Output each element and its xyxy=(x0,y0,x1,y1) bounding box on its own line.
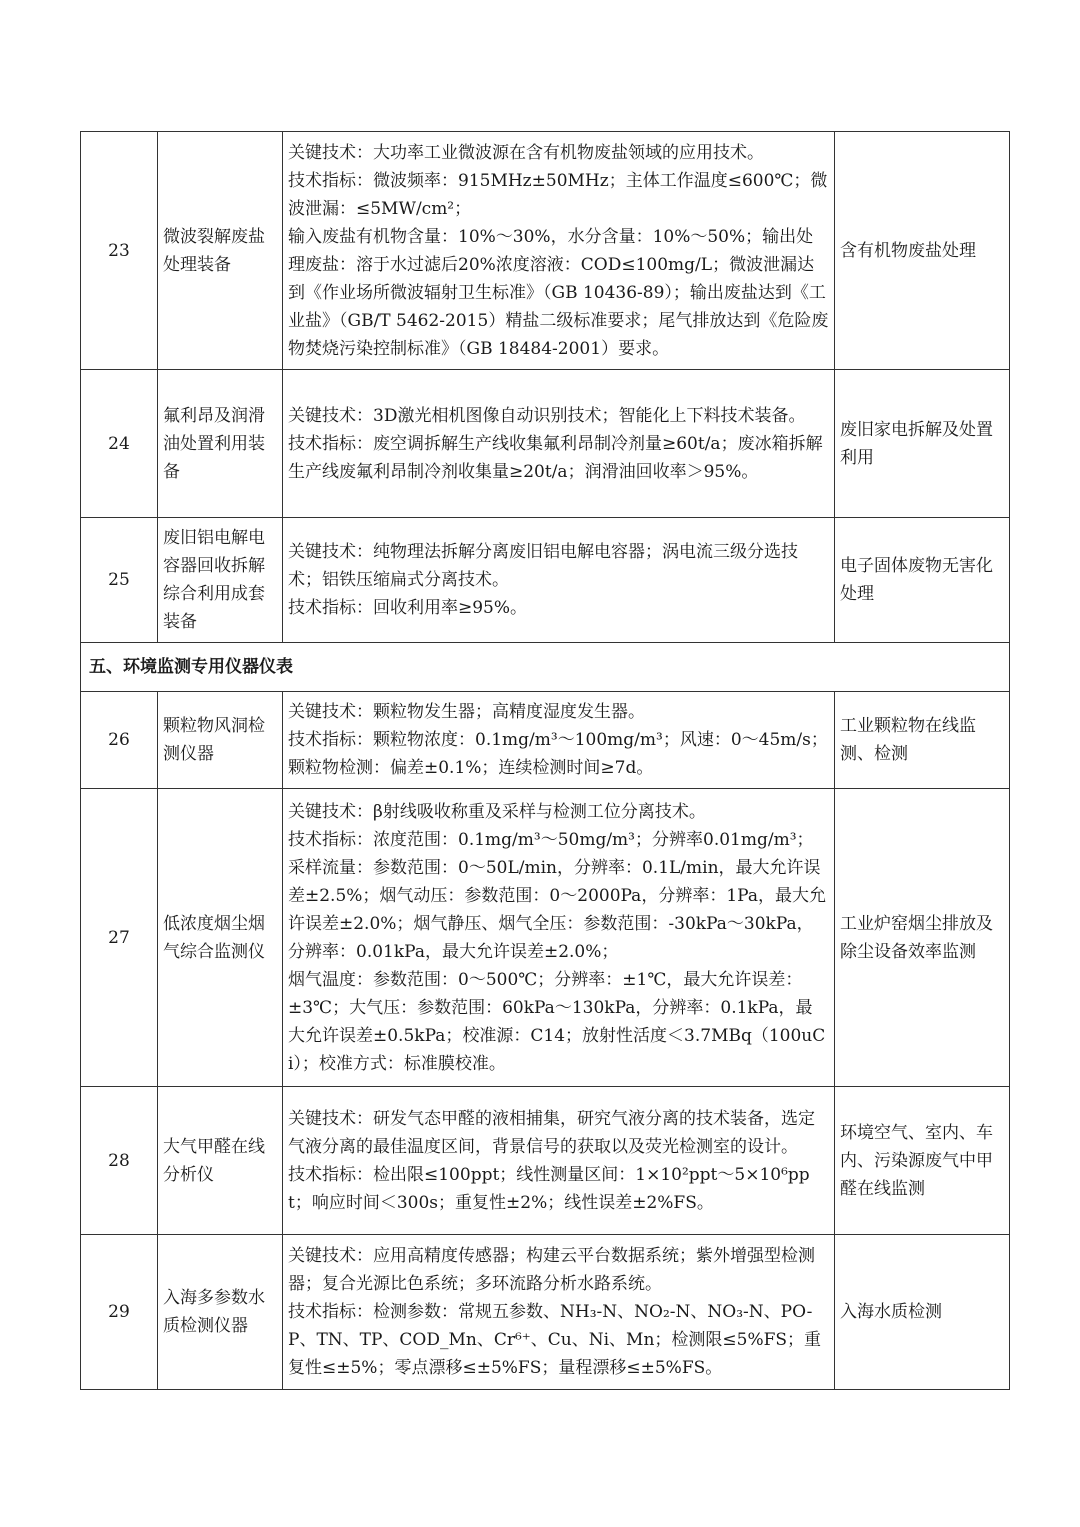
technical-spec xyxy=(283,518,835,643)
equipment-name: 颗粒物风洞检测仪器 xyxy=(158,692,283,789)
spec-line: 技术指标：浓度范围：0.1mg/m³～50mg/m³；分辨率0.01mg/m³；采样流量：参数范围：0～50L/min，分辨率：0.1L/min，最大允许误差±2.5%；烟气动压：参数范围：0～2000Pa，分辨率：1Pa，最大允许误差±2.0%；烟气静压、烟气全压：参数范围：-30kPa～30kPa，分辨率：0.01kPa，最大允许误差±2.0%； xyxy=(288,829,826,962)
equipment-name: 废旧铝电解电容器回收拆解综合利用成套装备 xyxy=(158,518,283,643)
spec-line: 烟气温度：参数范围：0～500℃；分辨率：±1℃，最大允许误差：±3℃；大气压：参数范围：60kPa～130kPa，分辨率：0.1kPa，最大允许误差±0.5kPa；校准源：C14；放射性活度＜3.7MBq（100uCi）；校准方式：标准膜校准。 xyxy=(288,969,826,1074)
equipment-name: 入海多参数水质检测仪器 xyxy=(158,1235,283,1390)
equipment-name: 低浓度烟尘烟气综合监测仪 xyxy=(158,789,283,1087)
row-number: 24 xyxy=(81,370,158,518)
spec-line: 关键技术：3D激光相机图像自动识别技术；智能化上下料技术装备。 xyxy=(288,405,806,426)
spec-line: 技术指标：废空调拆解生产线收集氟利昂制冷剂量≥60t/a；废冰箱拆解生产线废氟利昂制冷剂收集量≥20t/a；润滑油回收率＞95%。 xyxy=(288,433,823,482)
table-row xyxy=(81,1087,1010,1235)
table-row xyxy=(81,692,1010,789)
table-body-top xyxy=(81,132,1010,643)
spec-line: 关键技术：应用高精度传感器；构建云平台数据系统；紫外增强型检测器；复合光源比色系统；多环流路分析水路系统。 xyxy=(288,1246,815,1294)
technical-spec xyxy=(283,1087,835,1235)
section-title: 五、环境监测专用仪器仪表 xyxy=(81,643,1010,692)
technical-spec xyxy=(283,789,835,1087)
table-body-bottom xyxy=(81,692,1010,1390)
spec-line: 关键技术：β射线吸收称重及采样与检测工位分离技术。 xyxy=(288,801,706,822)
technical-spec xyxy=(283,692,835,789)
row-number: 23 xyxy=(81,132,158,370)
equipment-name: 大气甲醛在线分析仪 xyxy=(158,1087,283,1235)
technical-spec xyxy=(283,1235,835,1390)
equipment-name: 氟利昂及润滑油处置利用装备 xyxy=(158,370,283,518)
equipment-name: 微波裂解废盐处理装备 xyxy=(158,132,283,370)
application-field: 环境空气、室内、车内、污染源废气中甲醛在线监测 xyxy=(835,1087,1010,1235)
table-row xyxy=(81,1235,1010,1390)
application-field: 电子固体废物无害化处理 xyxy=(835,518,1010,643)
spec-line: 技术指标：颗粒物浓度：0.1mg/m³～100mg/m³；风速：0～45m/s；颗粒物检测：偏差±0.1%；连续检测时间≥7d。 xyxy=(288,730,828,778)
spec-line: 关键技术：大功率工业微波源在含有机物废盐领域的应用技术。 xyxy=(288,142,764,163)
row-number: 28 xyxy=(81,1087,158,1235)
application-field: 入海水质检测 xyxy=(835,1235,1010,1390)
row-number: 26 xyxy=(81,692,158,789)
spec-line: 技术指标：微波频率：915MHz±50MHz；主体工作温度≤600℃；微波泄漏：≤5MW/cm²； xyxy=(288,170,828,219)
row-number: 29 xyxy=(81,1235,158,1390)
row-number: 25 xyxy=(81,518,158,643)
table-row xyxy=(81,789,1010,1087)
spec-line: 输入废盐有机物含量：10%～30%，水分含量：10%～50%；输出处理废盐：溶于水过滤后20%浓度溶液：COD≤100mg/L；微波泄漏达到《作业场所微波辐射卫生标准》（GB 10436-89）；输出废盐达到《工业盐》（GB/T 5462-2015）精盐二级标准要求；尾气排放达到《危险废物焚烧污染控制标准》（GB 18484-2001）要求。 xyxy=(288,226,829,359)
table-row xyxy=(81,518,1010,643)
table-row xyxy=(81,132,1010,370)
table-section-row xyxy=(81,643,1010,692)
application-field: 工业颗粒物在线监测、检测 xyxy=(835,692,1010,789)
spec-line: 关键技术：纯物理法拆解分离废旧铝电解电容器；涡电流三级分选技术；铝铁压缩扁式分离技术。 xyxy=(288,542,798,590)
spec-line: 技术指标：回收利用率≥95%。 xyxy=(288,598,528,618)
application-field: 含有机物废盐处理 xyxy=(835,132,1010,370)
application-field: 工业炉窑烟尘排放及除尘设备效率监测 xyxy=(835,789,1010,1087)
table-row xyxy=(81,370,1010,518)
technical-spec xyxy=(283,370,835,518)
equipment-table xyxy=(80,131,1010,1390)
spec-line: 关键技术：研发气态甲醛的液相捕集，研究气液分离的技术装备，选定气液分离的最佳温度区间，背景信号的获取以及荧光检测室的设计。 xyxy=(288,1108,815,1157)
section-header-row xyxy=(81,643,1010,692)
application-field: 废旧家电拆解及处置利用 xyxy=(835,370,1010,518)
row-number: 27 xyxy=(81,789,158,1087)
technical-spec xyxy=(283,132,835,370)
spec-line: 关键技术：颗粒物发生器；高精度湿度发生器。 xyxy=(288,702,645,722)
spec-line: 技术指标：检出限≤100ppt；线性测量区间：1×10²ppt～5×10⁶ppt；响应时间＜300s；重复性±2%；线性误差±2%FS。 xyxy=(288,1164,810,1213)
spec-line: 技术指标：检测参数：常规五参数、NH₃-N、NO₂-N、NO₃-N、PO-P、TN、TP、COD_Mn、Cr⁶⁺、Cu、Ni、Mn；检测限≤5%FS；重复性≤±5%；零点漂移≤±5%FS；量程漂移≤±5%FS。 xyxy=(288,1302,822,1378)
